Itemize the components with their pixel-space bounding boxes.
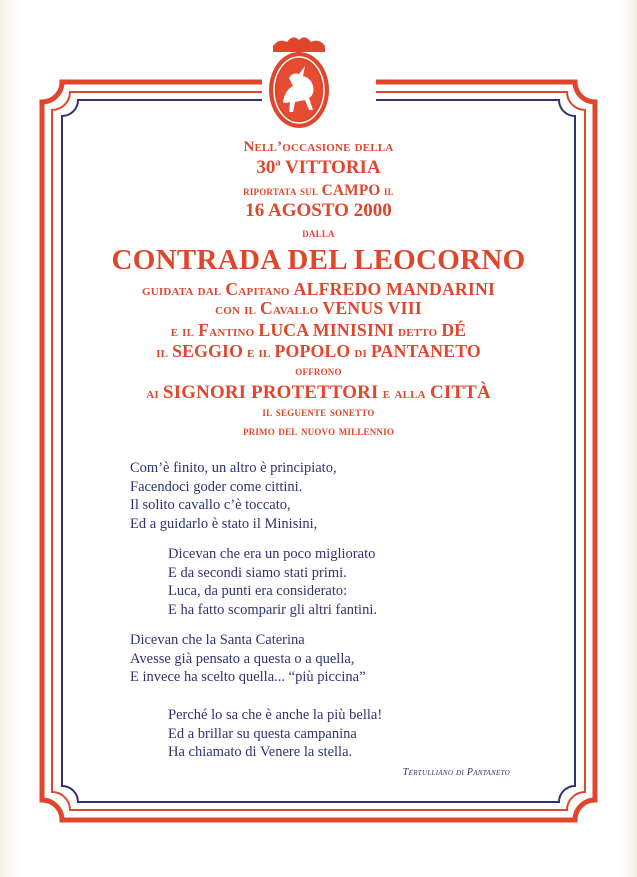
poem-line: Facendoci goder come cittini. <box>130 478 303 495</box>
signature: Tertulliano di Pantaneto <box>402 767 510 778</box>
poem-stanza-4 <box>168 706 382 762</box>
header-cavallo: con il Cavallo VENUS VIII <box>215 298 422 318</box>
header-campo: riportata sul CAMPO il <box>243 182 394 199</box>
poem-line: Dicevan che era un poco migliorato <box>168 546 376 562</box>
header-occasion: Nell’occasione della <box>243 139 394 155</box>
poem-line: Ha chiamato di Venere la stella. <box>168 744 353 760</box>
header-contrada: CONTRADA DEL LEOCORNO <box>111 244 526 276</box>
poem-line: Il solito cavallo c’è toccato, <box>130 497 291 513</box>
poem-stanza-2 <box>168 545 377 619</box>
poem-stanza-3 <box>130 631 366 687</box>
poem-line: E da secondi siamo stati primi. <box>168 564 347 581</box>
header-fantino: e il Fantino LUCA MINISINI detto DÉ <box>170 320 467 340</box>
poem-stanza-1 <box>130 459 337 533</box>
poem-line: Luca, da punti era considerato: <box>168 583 348 599</box>
poem-line: Ed a brillar su questa campanina <box>168 725 357 742</box>
header-date: 16 AGOSTO 2000 <box>245 200 392 221</box>
header-sonetto: il seguente sonetto <box>262 404 375 419</box>
poem-line: Dicevan che la Santa Caterina <box>130 632 305 648</box>
poem-line: Com’è finito, un altro è principiato, <box>130 460 337 476</box>
poem-line: Ed a guidarlo è stato il Minisini, <box>130 515 318 532</box>
header-capitano: guidata dal Capitano ALFREDO MANDARINI <box>141 279 496 299</box>
poem-line: E invece ha scelto quella... “più piccina” <box>130 669 366 685</box>
poem-line: Avesse già pensato a questa o a quella, <box>130 650 355 667</box>
poem-line: E ha fatto scomparir gli altri fantini. <box>168 601 377 618</box>
header-offrono: offrono <box>295 363 342 378</box>
header-victory: 30$^a$ VITTORIA <box>256 157 381 178</box>
header-dalla: dalla <box>302 225 335 240</box>
header-signori: ai SIGNORI PROTETTORI e alla CITTÀ <box>146 382 491 403</box>
poem-line: Perché lo sa che è anche la più bella! <box>168 707 383 723</box>
unicorn-crest-icon <box>259 32 339 132</box>
header-millennio: primo del nuovo millennio <box>242 423 395 438</box>
header-seggio: il SEGGIO e il POPOLO di PANTANETO <box>156 341 481 361</box>
